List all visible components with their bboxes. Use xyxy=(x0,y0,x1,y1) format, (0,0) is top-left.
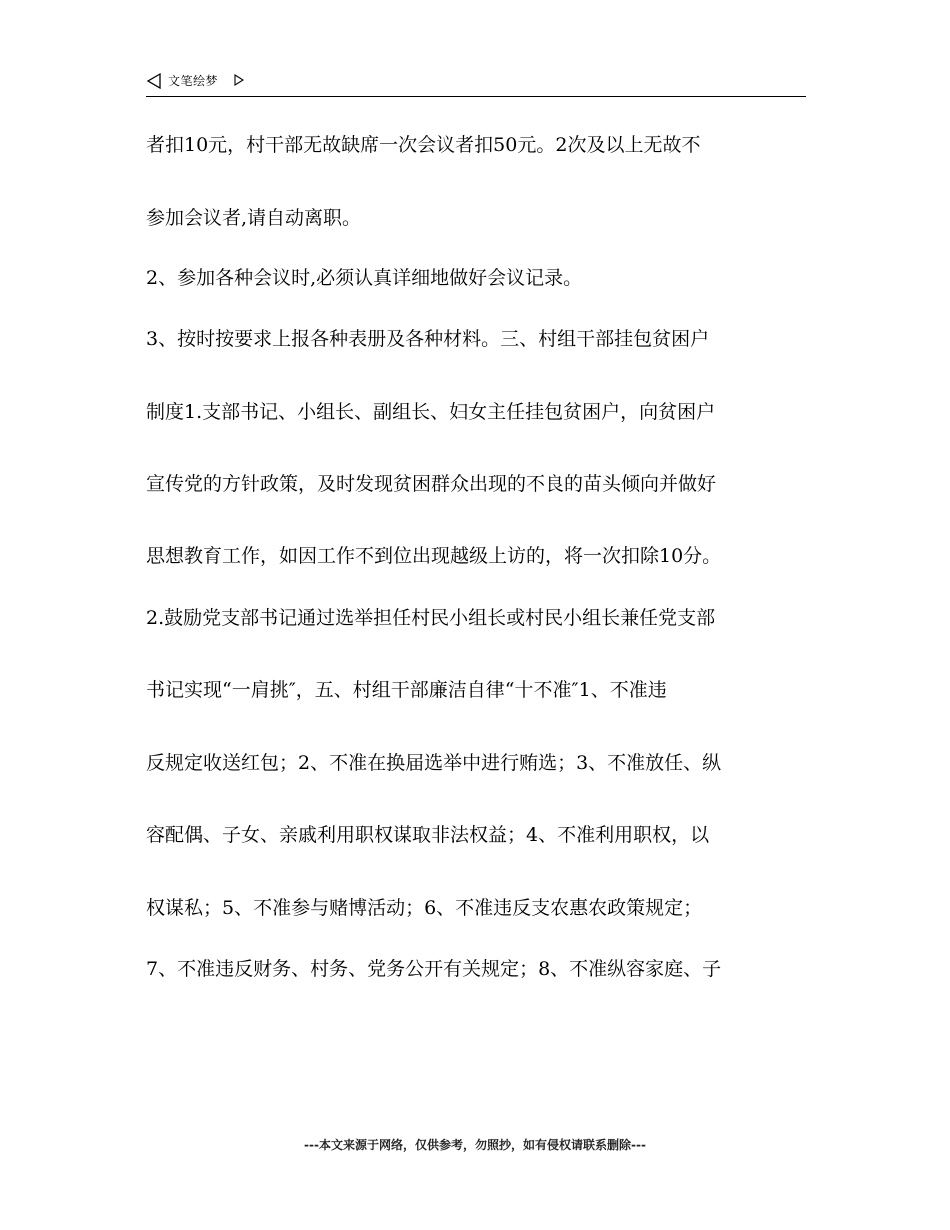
body-line: 宣传党的方针政策，及时发现贫困群众出现的不良的苗头倾向并做好 xyxy=(146,473,717,495)
right-triangle-icon xyxy=(234,74,244,86)
body-line: 权谋私；5、不准参与赌博活动；6、不准违反支农惠农政策规定； xyxy=(146,897,703,919)
left-triangle-icon xyxy=(146,73,162,89)
body-line: 容配偶、子女、亲戚利用职权谋取非法权益；4、不准利用职权，以 xyxy=(146,824,710,846)
page-header xyxy=(146,70,806,97)
body-line: 7、不准违反财务、村务、党务公开有关规定；8、不准纵容家庭、子 xyxy=(146,958,722,980)
body-line: 参加会议者,请自动离职。 xyxy=(146,207,362,229)
footer-disclaimer: ---本文来源于网络，仅供参考，勿照抄，如有侵权请联系删除--- xyxy=(304,1138,646,1152)
body-line: 者扣10元，村干部无故缺席一次会议者扣50元。2次及以上无故不 xyxy=(146,134,701,156)
body-line: 2、参加各种会议时,必须认真详细地做好会议记录。 xyxy=(146,267,583,289)
body-line: 3、按时按要求上报各种表册及各种材料。三、村组干部挂包贫困户 xyxy=(146,328,710,350)
body-line: 反规定收送红包；2、不准在换届选举中进行贿选；3、不准放任、纵 xyxy=(146,752,722,774)
body-line: 2.鼓励党支部书记通过选举担任村民小组长或村民小组长兼任党支部 xyxy=(146,607,716,629)
body-line: 书记实现“一肩挑″，五、村组干部廉洁自律“十不准″1、不准违 xyxy=(146,679,667,701)
header-brand: 文笔绘梦 xyxy=(168,74,219,88)
body-line: 制度1.支部书记、小组长、副组长、妇女主任挂包贫困户，向贫困户 xyxy=(146,401,716,423)
body-line: 思想教育工作，如因工作不到位出现越级上访的，将一次扣除10分。 xyxy=(146,545,722,567)
